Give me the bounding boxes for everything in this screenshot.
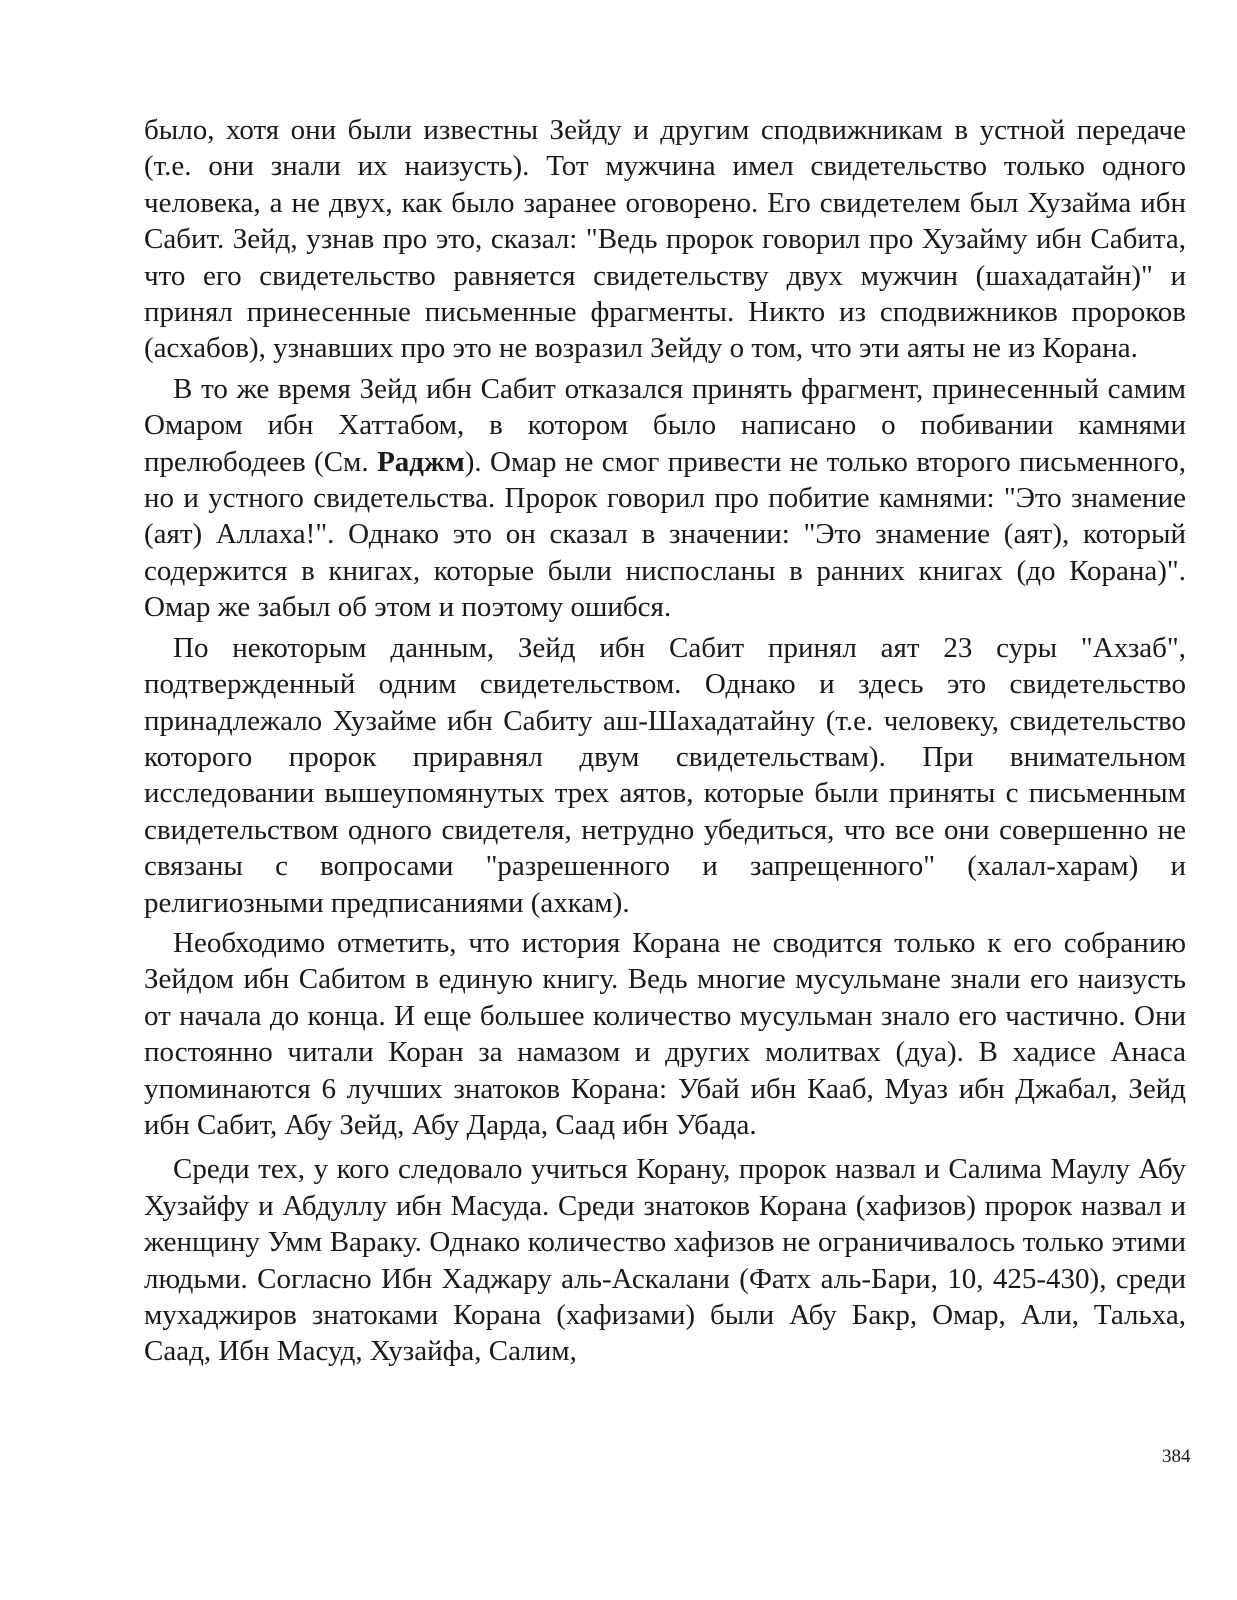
paragraph-4: Необходимо отметить, что история Корана не сводится только к его собранию Зейдом ибн Сабитом в единую книгу. Ведь многие мусульмане знали его наизусть от начала до конца. И еще большее количество мусульман знало его частично. Они постоянно читали Коран за намазом и других молитвах (дуа). В хадисе Анаса упоминаются 6 лучших знатоков Корана: Убай ибн Кааб, Муаз ибн Джабал, Зейд ибн Сабит, Абу Зейд, Абу Дарда, Саад ибн Убада. [144, 926, 1186, 1141]
paragraph-1: было, хотя они были известны Зейду и другим сподвижникам в устной передаче (т.е. они знали их наизусть). Тот мужчина имел свидетельство только одного человека, а не двух, как было заранее оговорено. Его свидетелем был Хузайма ибн Сабит. Зейд, узнав про это, сказал: "Ведь пророк говорил про Хузайму ибн Сабита, что его свидетельство равняется свидетельству двух мужчин (шахадатайн)" и принял принесенные письменные фрагменты. Никто из сподвижников пророков (асхабов), узнавших про это не возразил Зейду о том, что эти аяты не из Корана. [144, 114, 1186, 365]
paragraph-5: Среди тех, у кого следовало учиться Корану, пророк назвал и Салима Маулу Абу Хузайфу и Абдуллу ибн Масуда. Среди знатоков Корана (хафизов) пророк назвал и женщину Умм Вараку. Однако количество хафизов не ограничивалось только этими людьми. Согласно Ибн Хаджару аль-Аскалани (Фатх аль-Бари, 10, 425-430), среди мухаджиров знатоками Корана (хафизами) были Абу Бакр, Омар, Али, Тальха, Саад, Ибн Масуд, Хузайфа, Салим, [144, 1153, 1186, 1368]
term-link-radzhm: Раджм [377, 445, 465, 478]
paragraph-2-text-start: В то же время Зейд ибн Сабит отказался принять фрагмент, принесенный самим Омаром ибн Хаттабом, в котором было написано о побивании камнями прелюбодеев (См. [144, 372, 1186, 478]
paragraph-3: По некоторым данным, Зейд ибн Сабит принял аят 23 суры "Ахзаб", подтвержденный одним свидетельством. Однако и здесь это свидетельство принадлежало Хузайме ибн Сабиту аш-Шахадатайну (т.е. человеку, свидетельство которого пророк приравнял двум свидетельствам). При внимательном исследовании вышеупомянутых трех аятов, которые были приняты с письменным свидетельством одного свидетеля, нетрудно убедиться, что все они совершенно не связаны с вопросами "разрешенного и запрещенного" (халал-харам) и религиозными предписаниями (ахкам). [144, 631, 1186, 919]
paragraph-2 [144, 371, 1186, 626]
paragraph-2-text-end: ). Омар не смог привести не только второго письменного, но и устного свидетельства. Пророк говорил про побитие камнями: "Это знамение (аят) Аллаха!". Однако это он сказал в значении: "Это знамение (аят), который содержится в книгах, которые были ниспосланы в ранних книгах (до Корана)". Омар же забыл об этом и поэтому ошибся. [144, 445, 1186, 624]
page-number: 384 [1162, 1446, 1191, 1467]
page-body-text [144, 112, 1186, 1370]
